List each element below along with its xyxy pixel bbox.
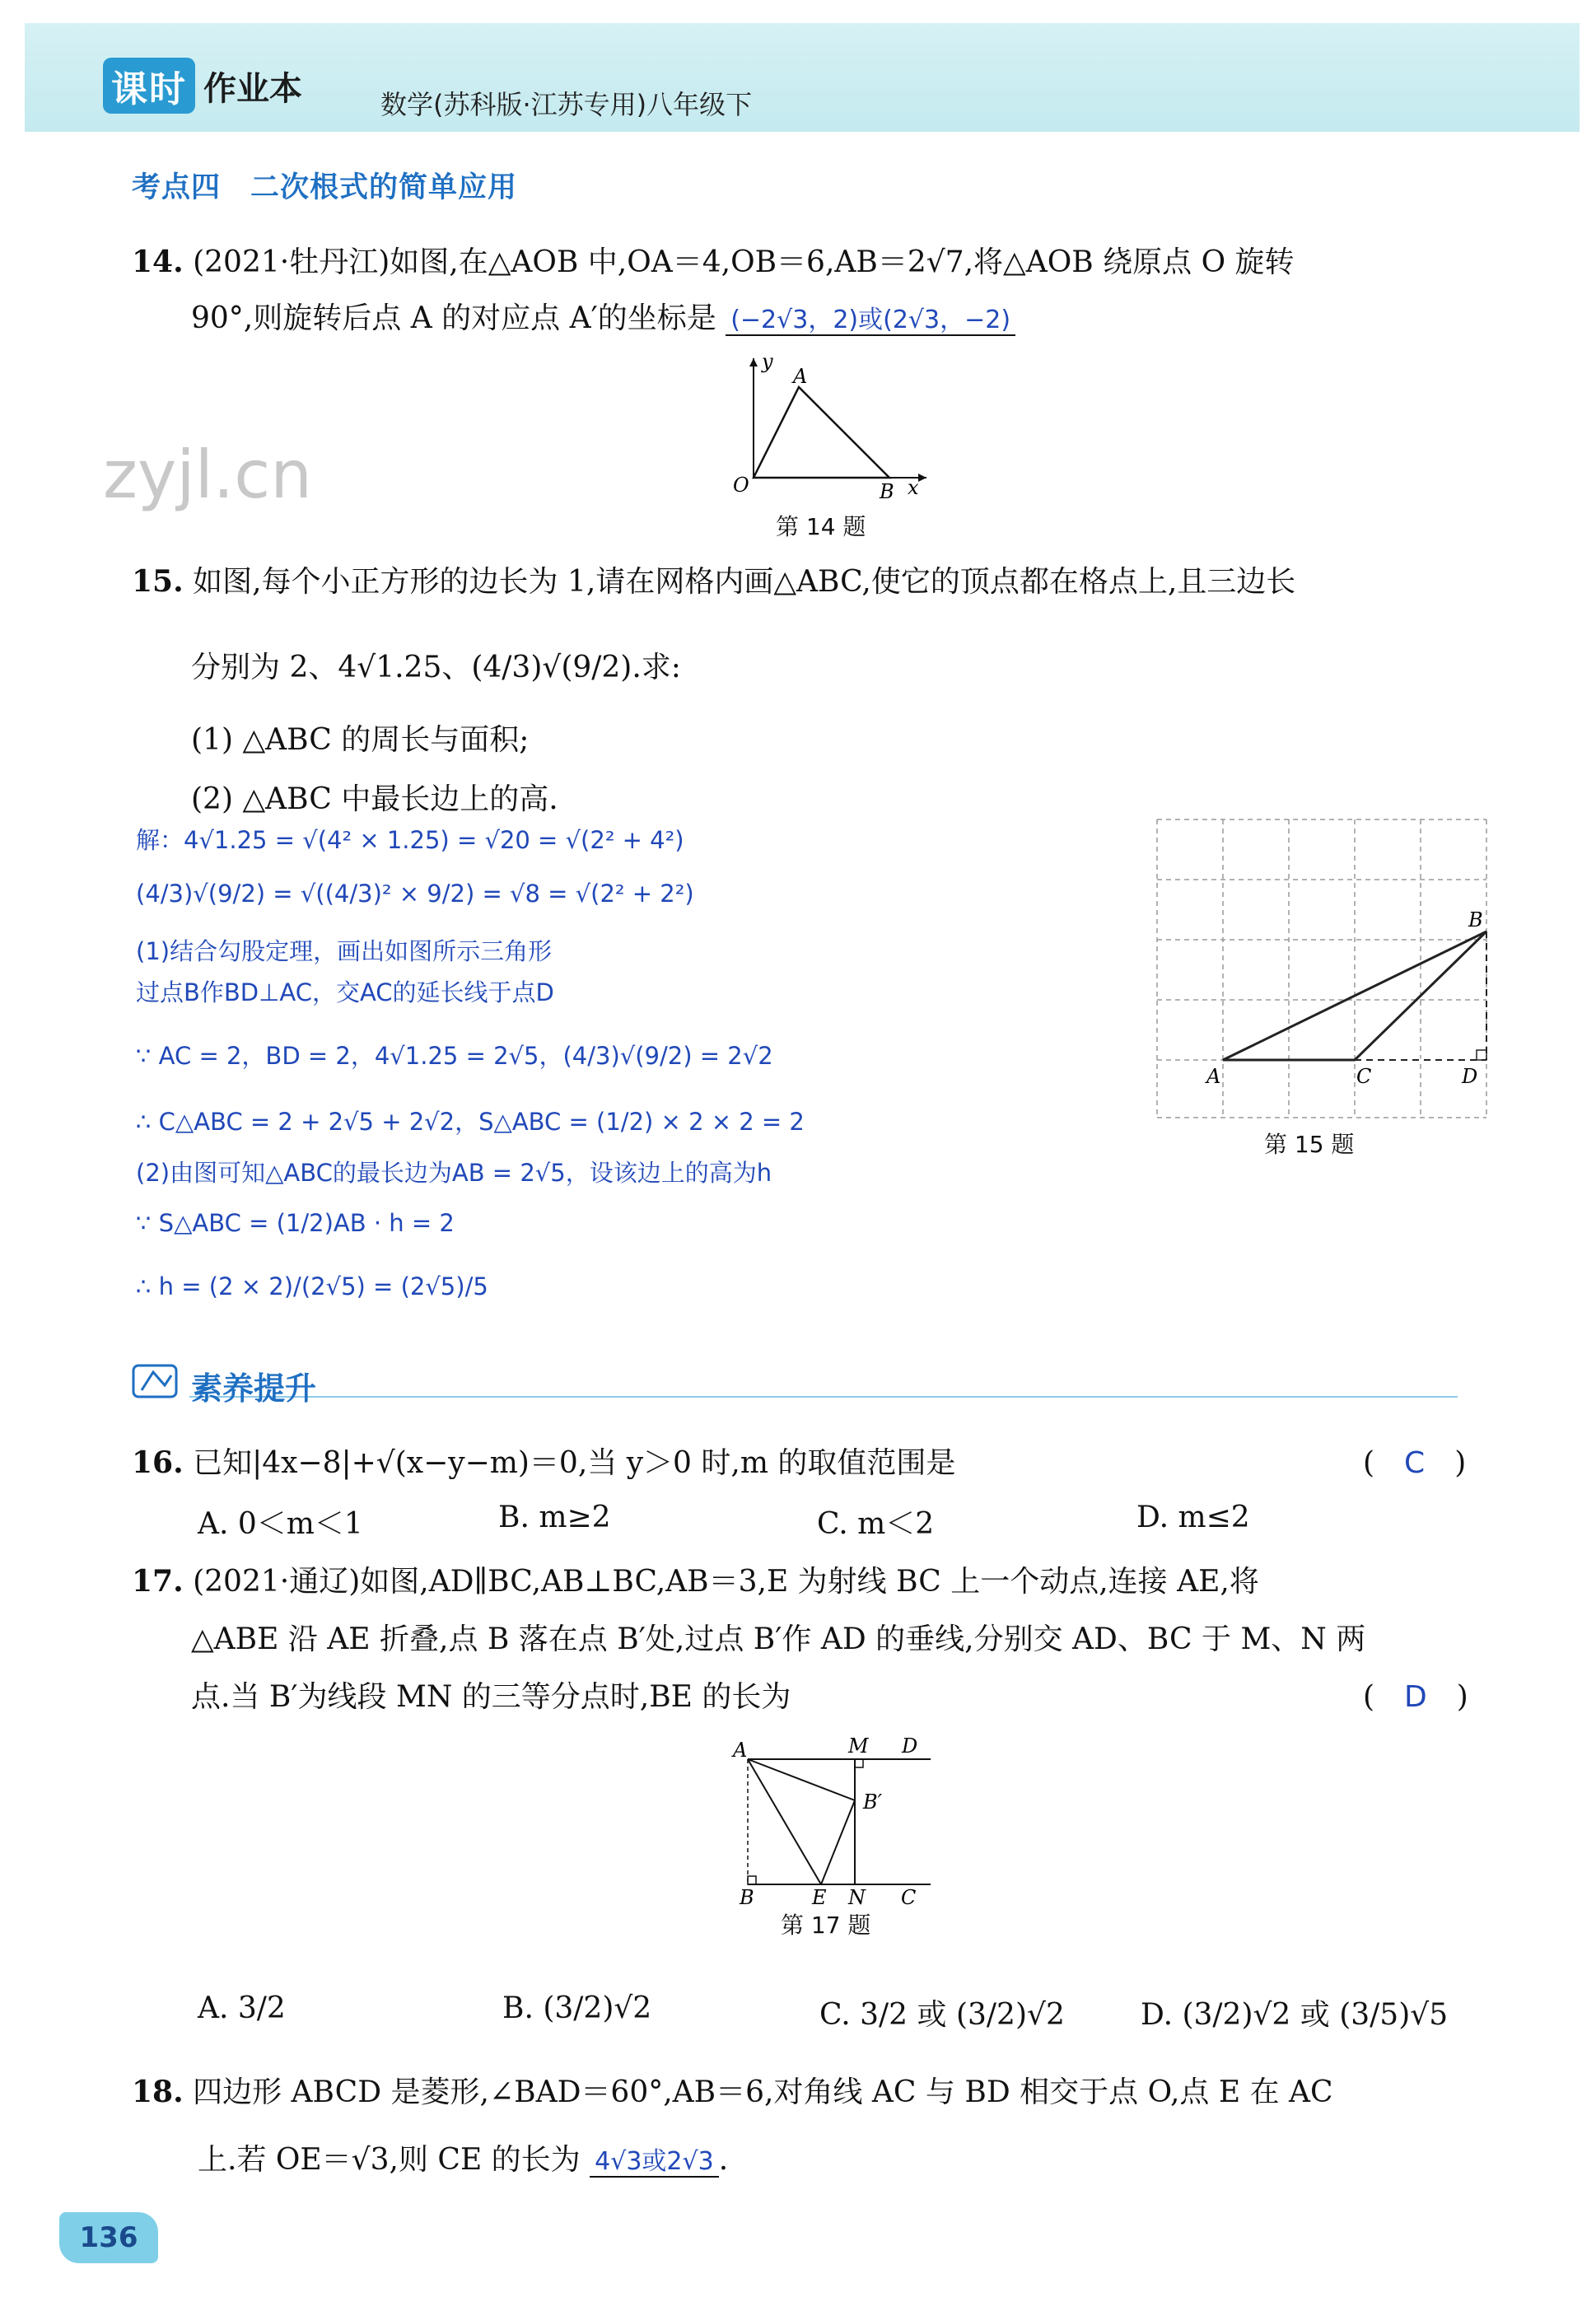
q15-sol-line: ∵ S△ABC = (1/2)AB · h = 2 [136,1209,455,1237]
suyang-banner [132,1361,1466,1402]
q15-sub1: (1) △ABC 的周长与面积; [191,723,530,757]
q15-sol-line: ∴ C△ABC = 2 + 2√5 + 2√2，S△ABC = (1/2) × 2 × 2 = 2 [136,1108,805,1136]
section-title: 考点四 二次根式的简单应用 [132,171,518,204]
q14-line1 [132,239,1295,281]
q16-option-a: A. 0＜m＜1 [198,1507,363,1541]
q18-period: . [718,2143,729,2177]
watermark: zyjl.cn [103,437,312,513]
q16-text: 已知|4x−8|+√(x−y−m)＝0,当 y＞0 时,m 的取值范围是 [193,1446,956,1480]
q15-figure [1149,811,1495,1124]
q14-figure [725,350,939,502]
q17-text1: (2021·通辽)如图,AD∥BC,AB⊥BC,AB＝3,E 为射线 BC 上一个动点,连接 AE,将 [193,1565,1259,1599]
q16-number: 16. [132,1445,184,1480]
q18-text1: 四边形 ABCD 是菱形,∠BAD＝60°,AB＝6,对角线 AC 与 BD 相交于点 O,点 E 在 AC [193,2075,1333,2109]
q15-sol-line: 过点B作BD⊥AC，交AC的延长线于点D [136,978,554,1006]
q17-line3: 点.当 B′为线段 MN 的三等分点时,BE 的长为 [191,1680,791,1714]
q14-caption: 第 14 题 [776,513,866,540]
q15-caption: 第 15 题 [1264,1131,1355,1158]
brand-logo [103,58,302,114]
q14-text1: (2021·牡丹江)如图,在△AOB 中,OA＝4,OB＝6,AB＝2√7,将△AOB 绕原点 O 旋转 [193,245,1295,279]
q15-sub2: (2) △ABC 中最长边上的高. [191,782,558,816]
q17-AE [748,1759,821,1884]
q15-number: 15. [132,564,184,599]
q16-option-b: B. m≥2 [498,1501,611,1534]
q18-answer: 4√3或2√3 [590,2147,719,2178]
q17-number: 17. [132,1564,184,1599]
q14-x-arrow [918,474,926,482]
q14-text2: 90°,则旋转后点 A 的对应点 A′的坐标是 [191,301,716,335]
q14-label-O: O [733,474,749,497]
q15-label-C: C [1356,1065,1372,1088]
q15-sol-line: 解：4√1.25 = √(4² × 1.25) = √20 = √(2² + 4²) [136,826,684,854]
q18-line1 [132,2069,1333,2111]
q16-option-d: D. m≤2 [1136,1501,1250,1534]
q15-sol-line: ∴ h = (2 × 2)/(2√5) = (2√5)/5 [136,1272,488,1300]
q15-label-B: B [1468,908,1483,931]
q18-text2: 上.若 OE＝√3,则 CE 的长为 [198,2143,581,2177]
q15-sol-line: (1)结合勾股定理，画出如图所示三角形 [136,937,553,965]
q17-label-E: E [812,1886,827,1905]
q18-number: 18. [132,2075,184,2109]
q18-line2 [198,2136,728,2178]
suyang-icon [133,1366,176,1397]
q17-answer: D [1404,1680,1427,1714]
suyang-title: 素养提升 [191,1370,317,1407]
q14-label-A: A [793,365,808,388]
q15-right-angle [1477,1050,1486,1060]
q17-option-c: C. 3/2 或 (3/2)√2 [819,1998,1065,2032]
q17-label-M: M [848,1734,869,1758]
q14-label-B: B [880,480,894,502]
q17-line2: △ABE 沿 AE 折叠,点 B 落在点 B′处,过点 B′作 AD 的垂线,分别交 AD、BC 于 M、N 两 [191,1622,1366,1656]
q17-option-d: D. (3/2)√2 或 (3/5)√5 [1141,1998,1449,2032]
q17-AB-prime [748,1759,855,1800]
q16-stem [132,1440,955,1482]
q17-label-Bp: B′ [863,1790,883,1814]
q14-answer: (−2√3，2)或(2√3，−2) [726,306,1015,336]
q17-B-prime-E [821,1800,855,1884]
brand-tag: 课时 [103,58,195,114]
q15-sol-line: (2)由图可知△ABC的最长边为AB = 2√5，设该边上的高为h [136,1159,772,1187]
q15-sol-line: (4/3)√(9/2) = √((4/3)² × 9/2) = √8 = √(2² + 2²) [136,880,694,908]
q17-label-C: C [901,1886,917,1905]
q17-label-A: A [733,1739,748,1762]
q15-label-D: D [1462,1065,1478,1088]
q17-option-a: A. 3/2 [198,1991,286,2025]
q17-line1 [132,1558,1259,1600]
q14-label-y: y [762,350,773,373]
q15-label-A: A [1206,1065,1221,1088]
q14-number: 14. [132,245,184,279]
subject-title: 数学(苏科版·江苏专用)八年级下 [380,89,753,120]
q15-line1 [132,558,1295,600]
q17-answer-paren: ( D ) [1363,1680,1468,1714]
q15-sol-line: ∵ AC = 2，BD = 2，4√1.25 = 2√5，(4/3)√(9/2) = 2√2 [136,1042,773,1070]
q17-label-B: B [740,1886,754,1905]
q15-text1: 如图,每个小正方形的边长为 1,请在网格内画△ABC,使它的顶点都在格点上,且三边长 [193,565,1296,599]
q14-triangle [754,387,889,478]
q14-label-x: x [908,476,919,499]
q14-line2 [191,295,1015,337]
q16-answer-paren: ( C ) [1363,1446,1467,1480]
q17-option-b: B. (3/2)√2 [502,1991,652,2025]
q17-label-N: N [848,1886,866,1905]
q17-figure [725,1728,939,1905]
brand-name: 作业本 [203,69,302,108]
q17-caption: 第 17 题 [781,1912,871,1939]
q15-line2: 分别为 2、4√1.25、(4/3)√(9/2).求: [191,651,681,684]
q16-option-c: C. m＜2 [817,1507,935,1541]
page-number: 136 [59,2212,158,2263]
q16-answer: C [1404,1446,1426,1480]
q14-y-arrow [749,358,758,366]
q17-label-D: D [902,1734,918,1758]
